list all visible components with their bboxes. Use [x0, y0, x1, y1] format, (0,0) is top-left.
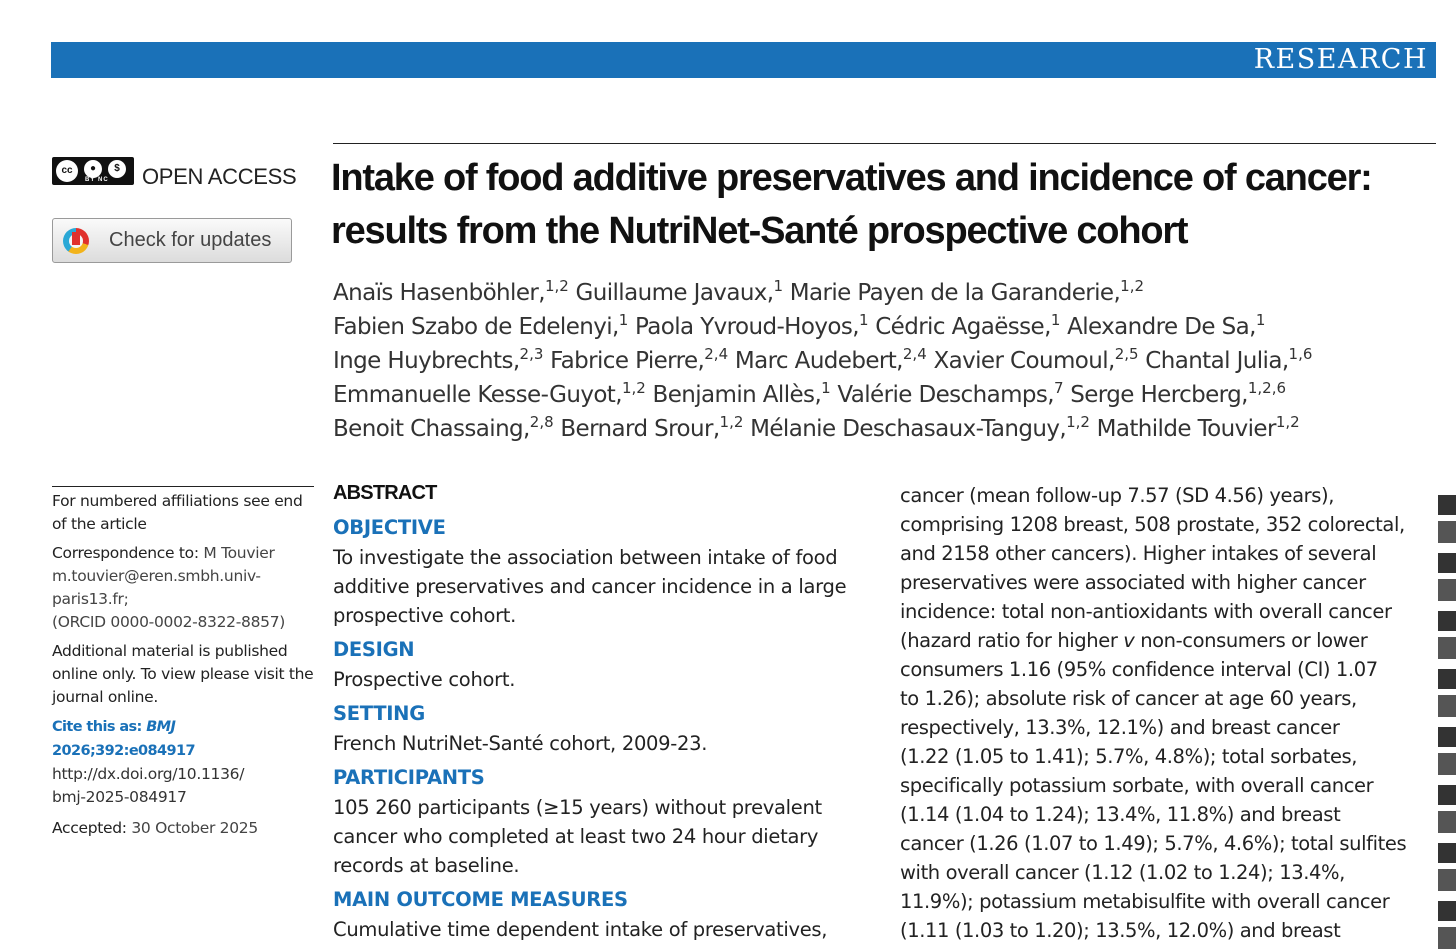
results-line: preservatives were associated with higher cancer [900, 571, 1366, 594]
open-access-label: OPEN ACCESS [142, 164, 297, 189]
author-name: Bernard Srour, [553, 416, 720, 442]
cc-icon: cc [56, 160, 78, 182]
affiliation-ref: 7 [1053, 379, 1064, 397]
author-name: Inge Huybrechts, [333, 348, 520, 374]
author-name: Paola Yvroud-Hoyos, [628, 314, 859, 340]
section-label: RESEARCH [1253, 44, 1428, 75]
author-name: Benoit Chassaing, [333, 416, 530, 442]
title-rule [333, 143, 1436, 144]
doi-link-cont[interactable]: bmj-2025-084917 [52, 788, 187, 806]
correspondence-email[interactable]: m.touvier@eren.smbh.univ-paris13.fr; [52, 567, 261, 608]
accepted-value: 30 October 2025 [126, 819, 258, 837]
results-line: to 1.26); absolute risk of cancer at age 60 years, [900, 687, 1357, 710]
author-name: Serge Hercberg, [1063, 382, 1248, 408]
accepted-date [52, 817, 314, 840]
results-line: (1.11 (1.03 to 1.20); 13.5%, 12.0%) and breast [900, 919, 1341, 942]
affiliation-ref: 1 [821, 379, 831, 397]
results-line: cancer (mean follow-up 7.57 (SD 4.56) years), [900, 484, 1335, 507]
setting-heading: SETTING [333, 702, 425, 725]
objective-text: To investigate the association between intake of food additive preservatives and cancer incidence in a large prospective cohort. [333, 546, 847, 627]
results-line: cancer (1.26 (1.07 to 1.49); 5.7%, 4.6%); total sulfites [900, 832, 1407, 855]
abstract-column-1 [333, 479, 873, 944]
orcid-id[interactable]: (ORCID 0000-0002-8322-8857) [52, 613, 286, 631]
cite-journal: BMJ [146, 719, 176, 735]
abstract-column-2 [900, 481, 1440, 945]
crossmark-icon [63, 228, 89, 254]
design-heading: DESIGN [333, 638, 415, 661]
affiliation-ref: 1,2,6 [1247, 379, 1287, 397]
affiliation-ref: 2,4 [902, 345, 927, 363]
affiliations-note: For numbered affiliations see end of the article [52, 492, 303, 533]
author-name: Marie Payen de la Garanderie, [783, 280, 1121, 306]
affiliation-ref: 2,5 [1114, 345, 1139, 363]
correspondence-name: M Touvier [198, 544, 275, 562]
author-name: Anaïs Hasenböhler, [333, 280, 545, 306]
additional-material-note: Additional material is published online only. To view please visit the journal online. [52, 642, 314, 706]
author-name: Valérie Deschamps, [830, 382, 1054, 408]
affiliation-ref: 1,2 [1275, 413, 1300, 431]
author-line [333, 310, 1443, 344]
setting-text: French NutriNet-Santé cohort, 2009-23. [333, 732, 708, 755]
results-line: respectively, 13.3%, 12.1%) and breast cancer [900, 716, 1340, 739]
cc-license-icon [52, 157, 134, 185]
author-name: Chantal Julia, [1138, 348, 1289, 374]
results-line: with overall cancer (1.12 (1.02 to 1.24); 13.4%, [900, 861, 1345, 884]
by-person-icon: ● [84, 160, 102, 178]
author-line [333, 412, 1443, 446]
citation [52, 715, 314, 809]
affiliation-ref: 2,8 [529, 413, 554, 431]
affiliation-ref: 1 [1050, 311, 1061, 329]
affiliation-ref: 1 [858, 311, 869, 329]
cite-label: Cite this as: [52, 719, 147, 735]
outcome-measures-text: Cumulative time dependent intake of preservatives, [333, 918, 828, 941]
affiliation-ref: 1,2 [719, 413, 744, 431]
author-name: Marc Audebert, [728, 348, 903, 374]
cite-detail: 2026;392:e084917 [52, 743, 195, 759]
affiliation-ref: 2,4 [704, 345, 729, 363]
article-sidebar [52, 486, 314, 846]
author-line [333, 378, 1443, 412]
author-name: Fabien Szabo de Edelenyi, [333, 314, 619, 340]
correspondence [52, 542, 314, 634]
article-title: Intake of food additive preservatives and incidence of cancer: results from the NutriNet-Santé prospective cohort [331, 157, 1372, 252]
affiliation-ref: 1,2 [1120, 277, 1145, 295]
results-line: specifically potassium sorbate, with overall cancer [900, 774, 1374, 797]
results-line: 11.9%); potassium metabisulfite with overall cancer [900, 890, 1390, 913]
affiliation-ref: 1 [1255, 311, 1266, 329]
results-line: comprising 1208 breast, 508 prostate, 352 colorectal, [900, 513, 1405, 536]
check-for-updates-label: Check for updates [109, 229, 272, 251]
check-for-updates-button[interactable] [52, 218, 292, 263]
affiliation-ref: 1 [773, 277, 784, 295]
affiliation-ref: 1,2 [1066, 413, 1090, 431]
cc-terms: BY NC [85, 177, 109, 183]
nc-dollar-icon: $ [108, 160, 126, 178]
doi-link[interactable]: http://dx.doi.org/10.1136/ [52, 765, 245, 783]
results-line: (1.14 (1.04 to 1.24); 13.4%, 11.8%) and breast [900, 803, 1341, 826]
results-line: (hazard ratio for higher v non-consumers or lower [900, 629, 1368, 652]
design-text: Prospective cohort. [333, 668, 516, 691]
author-name: Mélanie Deschasaux-Tanguy, [743, 416, 1067, 442]
author-name: Cédric Agaësse, [868, 314, 1051, 340]
author-line [333, 344, 1443, 378]
author-name: Fabrice Pierre, [543, 348, 705, 374]
section-banner [51, 42, 1436, 78]
results-line: (1.22 (1.05 to 1.41); 5.7%, 4.8%); total sorbates, [900, 745, 1358, 768]
author-name: Emmanuelle Kesse-Guyot, [333, 382, 622, 408]
accepted-label: Accepted: [52, 819, 127, 837]
affiliation-ref: 1,2 [544, 277, 569, 295]
rotated-margin-text [1438, 495, 1456, 952]
versus-italic: v [1123, 629, 1135, 652]
affiliation-ref: 1,2 [621, 379, 646, 397]
participants-text: 105 260 participants (≥15 years) without prevalent cancer who completed at least two 24 hour dietary records at baseline. [333, 796, 822, 877]
participants-heading: PARTICIPANTS [333, 766, 485, 789]
results-line: and 2158 other cancers). Higher intakes of several [900, 542, 1377, 565]
affiliation-ref: 2,3 [519, 345, 544, 363]
author-name: Alexandre De Sa, [1060, 314, 1256, 340]
author-name: Mathilde Touvier [1089, 416, 1276, 442]
affiliation-ref: 1,6 [1288, 345, 1313, 363]
author-name: Xavier Coumoul, [926, 348, 1115, 374]
results-line: consumers 1.16 (95% confidence interval (CI) 1.07 [900, 658, 1378, 681]
author-name: Guillaume Javaux, [568, 280, 774, 306]
author-list [333, 276, 1443, 446]
objective-heading: OBJECTIVE [333, 516, 446, 539]
abstract-heading: ABSTRACT [333, 482, 437, 504]
author-name: Benjamin Allès, [645, 382, 822, 408]
correspondence-label: Correspondence to: [52, 544, 199, 562]
affiliation-ref: 1 [618, 311, 629, 329]
outcome-measures-heading: MAIN OUTCOME MEASURES [333, 888, 628, 911]
results-line: incidence: total non-antioxidants with overall cancer [900, 600, 1392, 623]
author-line [333, 276, 1443, 310]
